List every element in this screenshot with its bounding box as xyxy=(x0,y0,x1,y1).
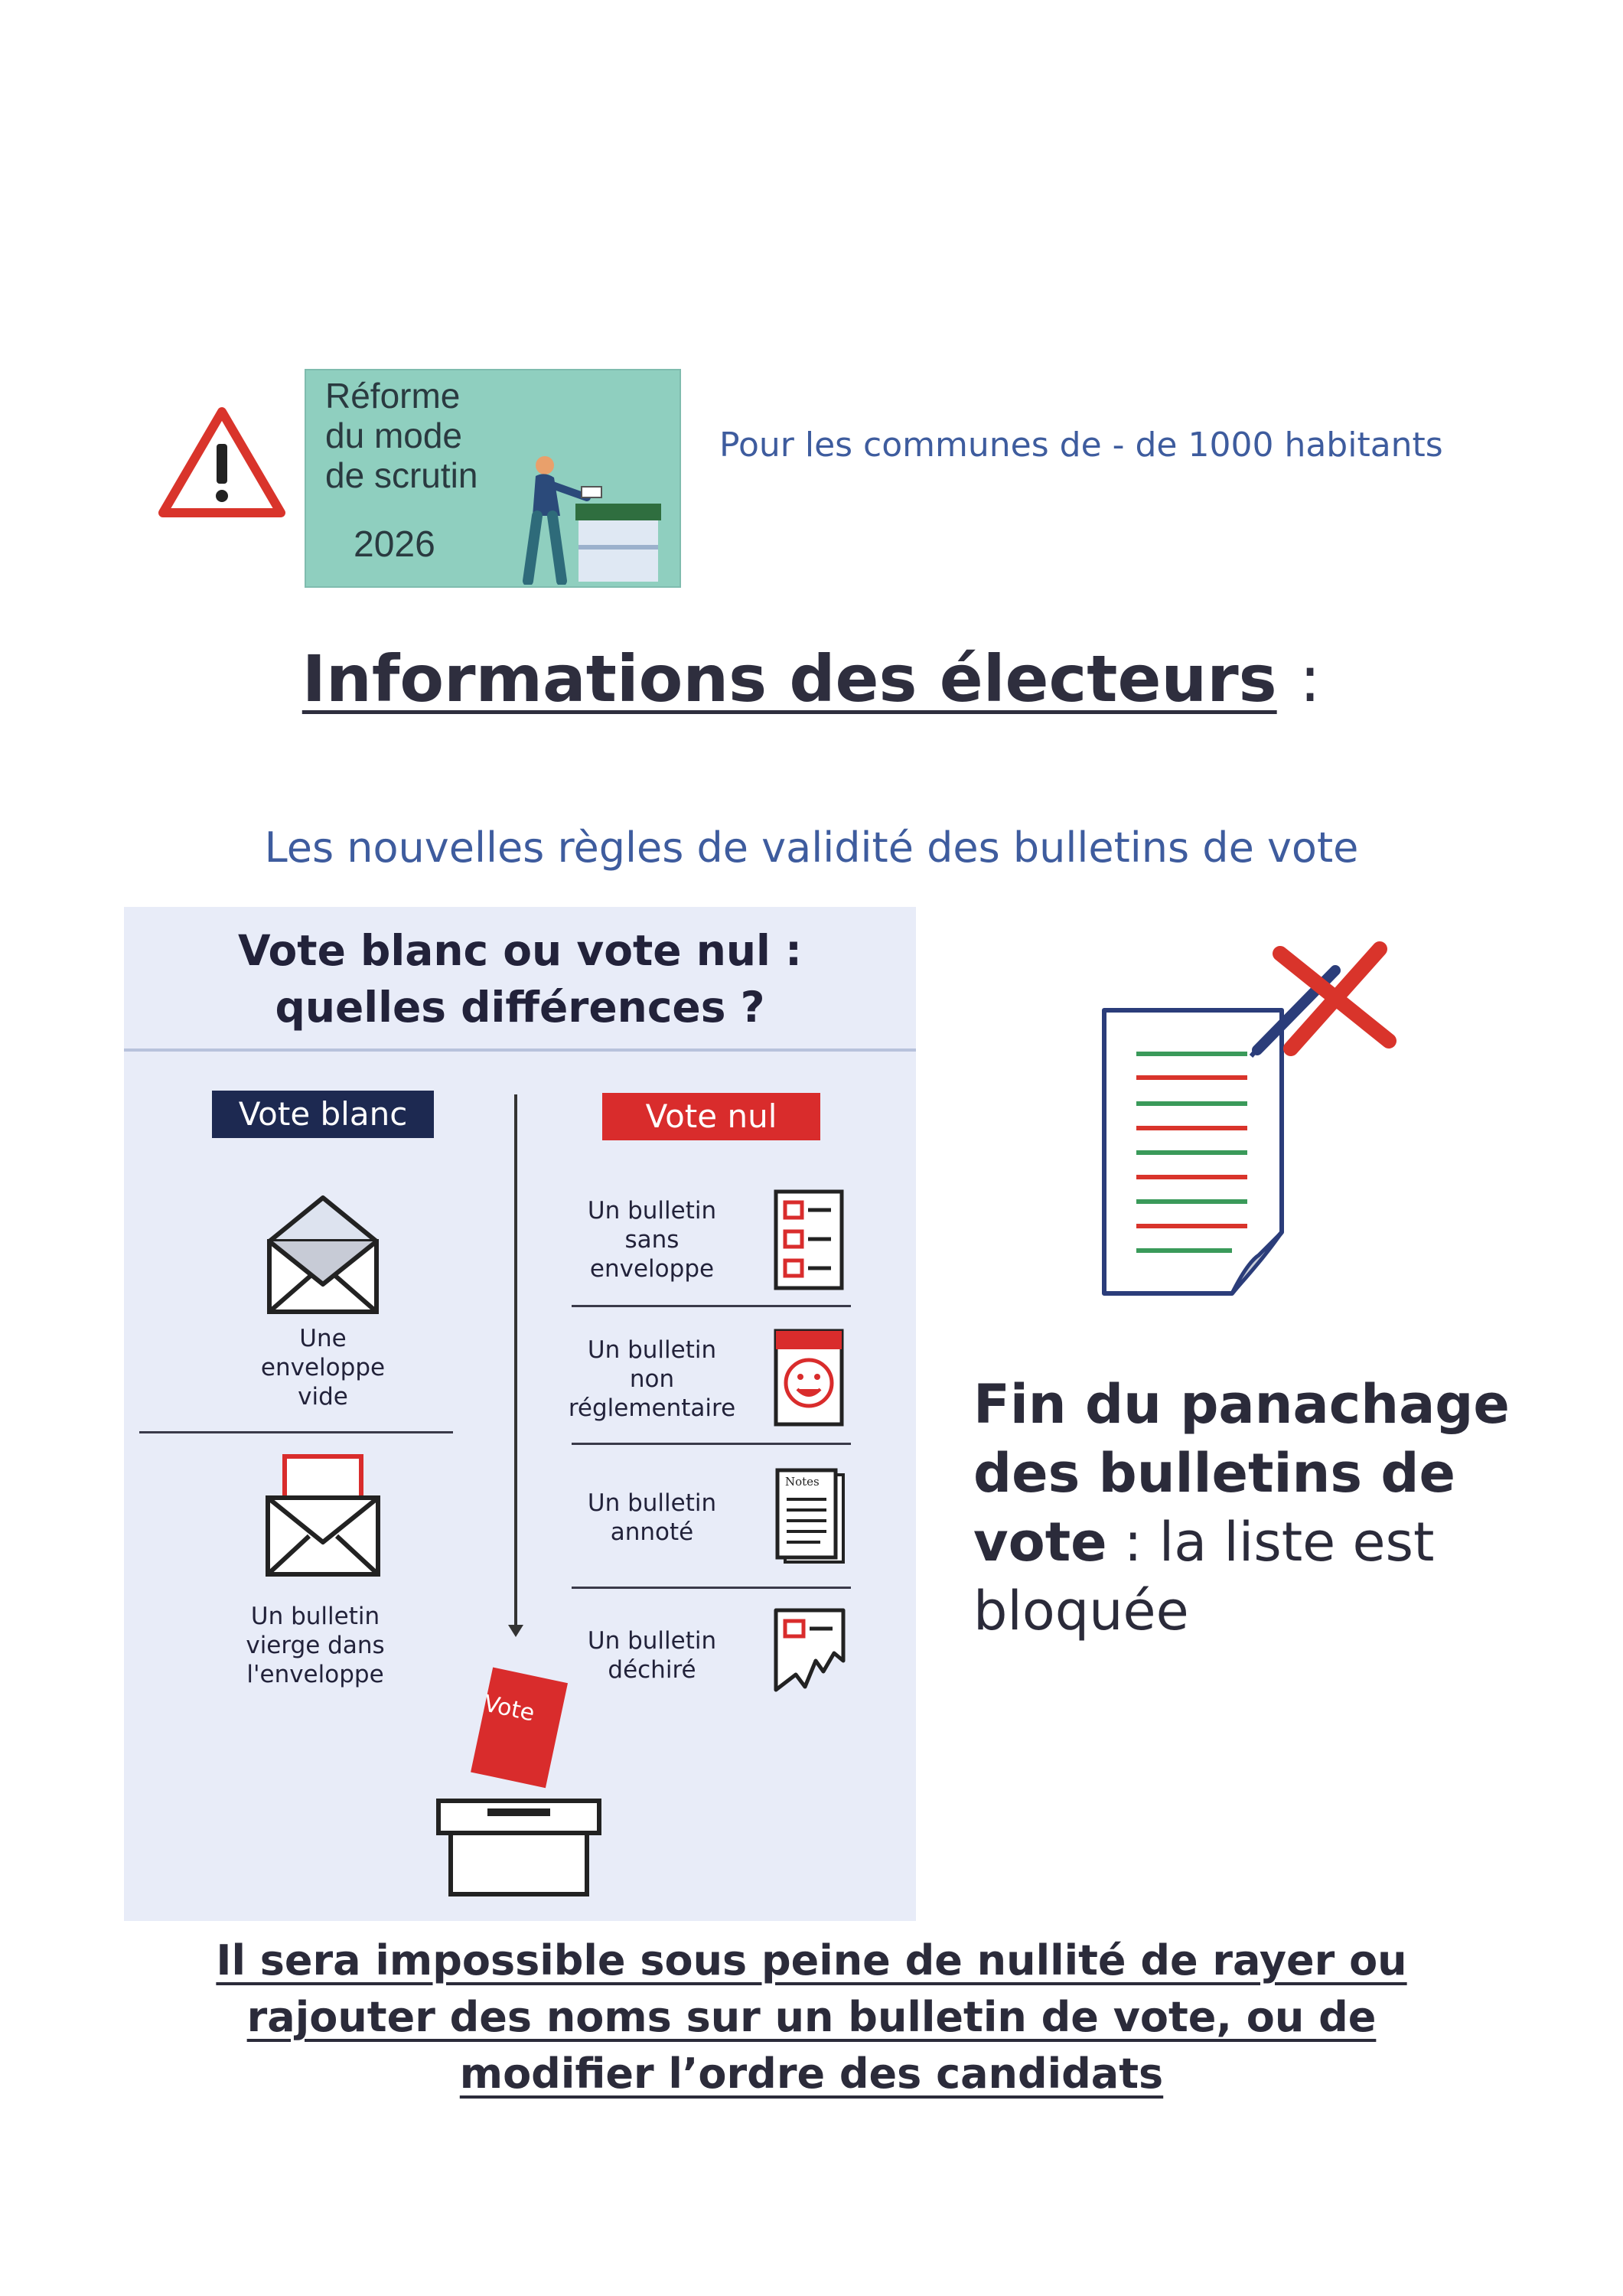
crossed-list-document-icon xyxy=(1090,934,1412,1347)
vote-nul-item-caption xyxy=(572,1196,732,1283)
caption-line: sans xyxy=(624,1226,680,1254)
caption-line: réglementaire xyxy=(568,1394,736,1422)
infographic-title xyxy=(124,922,916,1035)
caption-line: vierge dans xyxy=(246,1632,385,1659)
caption-line: annoté xyxy=(610,1518,694,1546)
caption-line: enveloppe xyxy=(260,1354,386,1381)
empty-envelope-icon xyxy=(266,1194,380,1316)
banner-line: du mode xyxy=(325,416,463,455)
divider xyxy=(124,1049,916,1052)
title-text: Informations des électeurs xyxy=(301,641,1277,716)
footer-line: Il sera impossible sous peine de nullité de rayer ou xyxy=(216,1936,1407,1985)
vote-blanc-nul-infographic xyxy=(124,907,916,1921)
infographic-title-line: Vote blanc ou vote nul : xyxy=(237,926,803,975)
fin-panachage-rest: la liste est bloquée xyxy=(973,1511,1435,1642)
vote-nul-item-caption xyxy=(572,1626,732,1684)
banner-year: 2026 xyxy=(354,524,435,565)
divider xyxy=(572,1305,851,1307)
voter-illustration-icon xyxy=(514,455,667,585)
caption-line: déchiré xyxy=(608,1656,696,1684)
arrow-down-icon xyxy=(507,1623,525,1639)
reform-banner xyxy=(305,369,681,588)
divider xyxy=(572,1443,851,1445)
caption-line: non xyxy=(629,1365,675,1393)
page-title xyxy=(0,641,1623,716)
ballot-without-envelope-icon xyxy=(773,1189,846,1292)
caption-line: Un bulletin xyxy=(587,1627,717,1655)
annotated-ballot-icon xyxy=(774,1467,847,1567)
fin-panachage-colon: : xyxy=(1106,1511,1159,1574)
notes-label: Notes xyxy=(785,1475,820,1489)
ballot-vote-text: Vote xyxy=(481,1690,537,1727)
caption-line: Un bulletin xyxy=(587,1336,717,1364)
vote-nul-item-caption xyxy=(572,1489,732,1547)
warning-icon xyxy=(157,406,287,520)
footer-line: rajouter des noms sur un bulletin de vote, ou de xyxy=(246,1993,1377,2041)
communes-note: Pour les communes de - de 1000 habitants xyxy=(719,426,1443,465)
non-regulatory-ballot-icon xyxy=(773,1328,846,1427)
footer-line: modifier l’ordre des candidats xyxy=(459,2050,1164,2098)
caption-line: Un bulletin xyxy=(250,1603,380,1630)
title-colon: : xyxy=(1299,641,1322,716)
fin-panachage-text xyxy=(973,1370,1586,1645)
caption-line: Un bulletin xyxy=(587,1489,717,1517)
caption-line: l'enveloppe xyxy=(246,1661,384,1688)
fin-panachage-bold: Fin du panachage des bulletins de vote xyxy=(973,1373,1510,1574)
torn-ballot-icon xyxy=(773,1607,849,1695)
vote-nul-badge: Vote nul xyxy=(602,1093,820,1140)
divider xyxy=(139,1431,453,1433)
caption-line: Une xyxy=(299,1325,347,1352)
footer-warning xyxy=(0,1932,1623,2102)
caption-line: enveloppe xyxy=(589,1255,715,1283)
infographic-title-line: quelles différences ? xyxy=(275,983,765,1032)
vote-blanc-item-caption xyxy=(216,1324,430,1411)
vote-blanc-badge: Vote blanc xyxy=(212,1091,434,1138)
divider xyxy=(572,1587,851,1589)
vote-nul-item-caption xyxy=(564,1336,740,1423)
vote-blanc-item-caption xyxy=(200,1602,430,1689)
divider xyxy=(514,1094,517,1626)
banner-line: Réforme xyxy=(325,376,461,416)
banner-line: de scrutin xyxy=(325,455,478,495)
blank-ballot-envelope-icon xyxy=(262,1452,384,1582)
subtitle: Les nouvelles règles de validité des bulletins de vote xyxy=(264,823,1359,872)
caption-line: vide xyxy=(298,1383,348,1411)
caption-line: Un bulletin xyxy=(587,1197,717,1225)
